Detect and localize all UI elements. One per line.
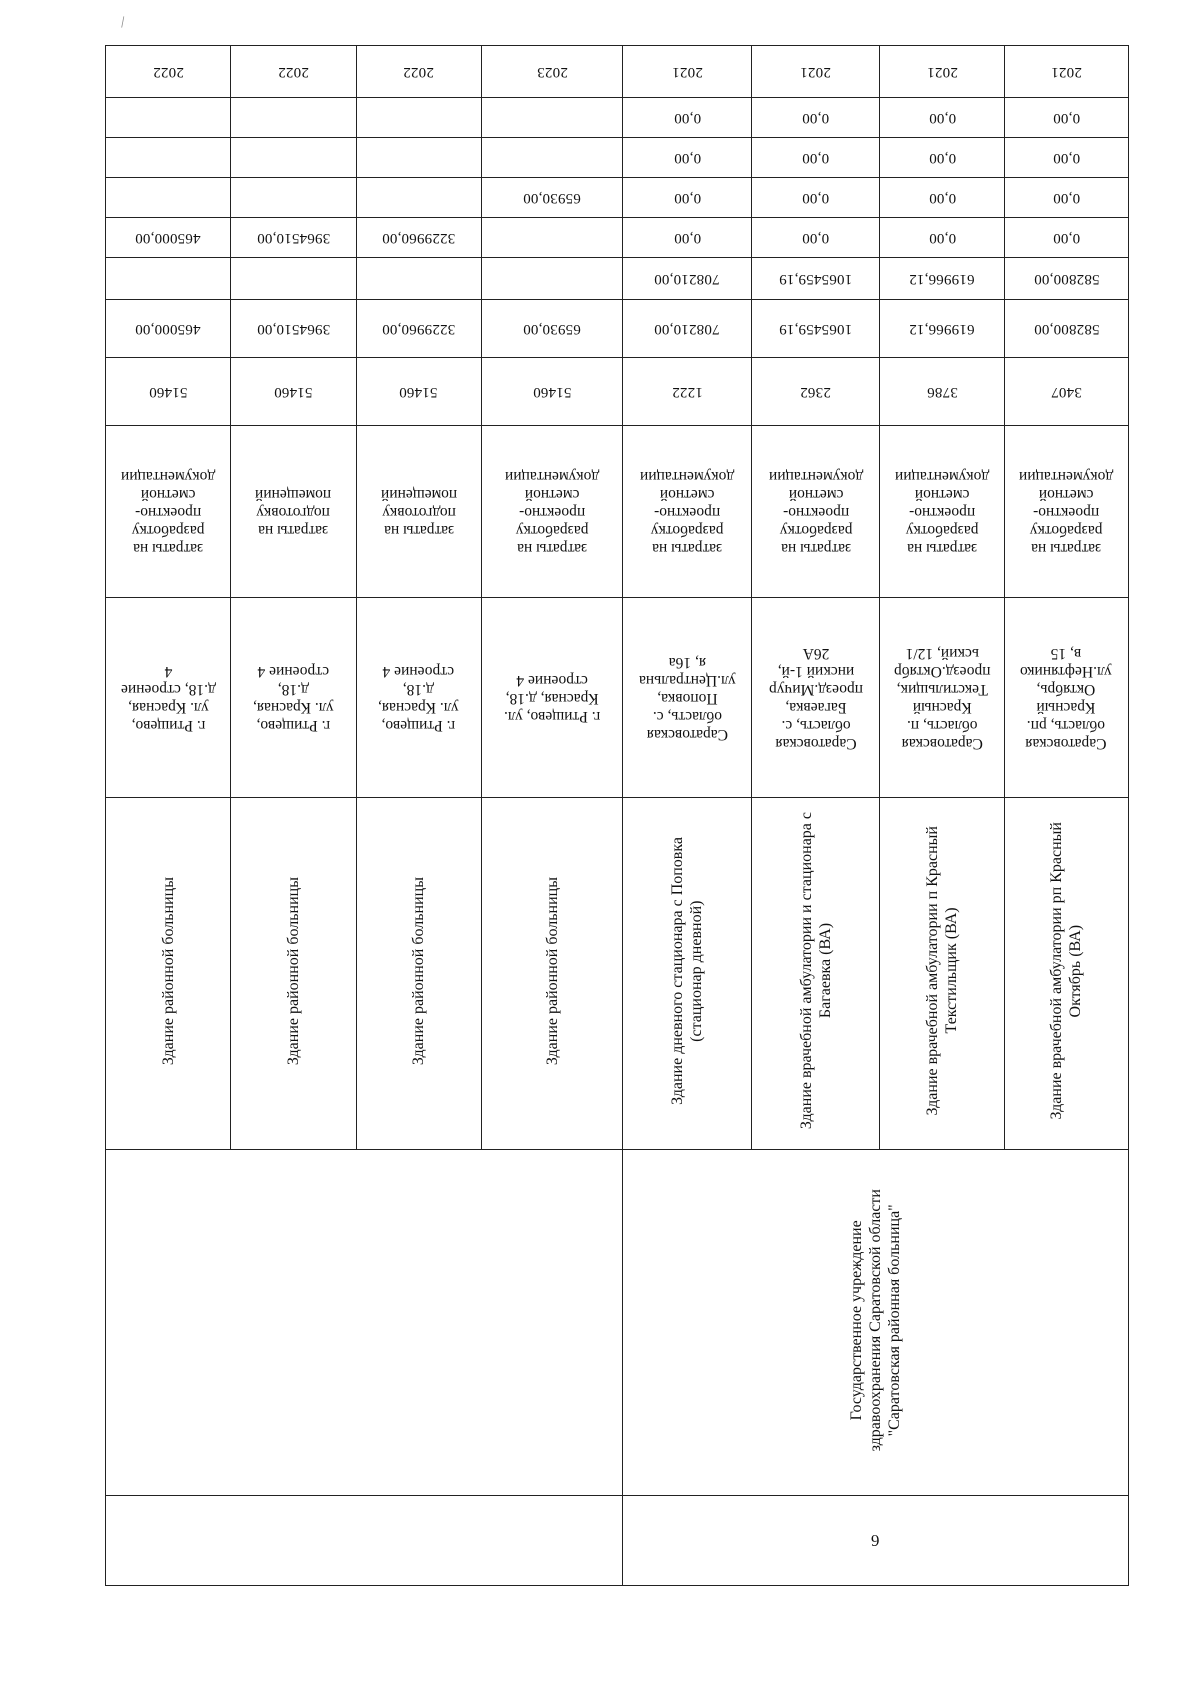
cell-area: 2362: [751, 358, 880, 426]
cell-year: 2023: [481, 46, 623, 98]
cell-object: Здание районной больницы: [481, 798, 623, 1150]
cell-value: 3229960,00: [356, 218, 481, 258]
cell-year: 2022: [106, 46, 231, 98]
cell-address: г. Ртищево, ул. Красная, д.18, строение 4: [231, 598, 356, 798]
cell-value: 0,00: [1004, 178, 1128, 218]
cell-address: Саратовская область, с. Поповка, ул.Центральна я, 16а: [623, 598, 752, 798]
cell-year: 2021: [751, 46, 880, 98]
cell-purpose: затраты на разработку проектно- сметной документации: [751, 426, 880, 598]
cell-purpose: затраты на разработку проектно- сметной документации: [481, 426, 623, 598]
cell-address: Саратовская область, с. Багаевка, проезд.Мичур инский 1-й, 26А: [751, 598, 880, 798]
institution-name: Государственное учреждение здравоохранения Саратовской области "Саратовская районная больница": [848, 1188, 904, 1452]
cell-value: 0,00: [623, 178, 752, 218]
cell-total: 465000,00: [106, 300, 231, 358]
cell-value: [481, 218, 623, 258]
cell-value: 1065459,19: [751, 258, 880, 300]
cell-total: 65930,00: [481, 300, 623, 358]
cell-value: [231, 138, 356, 178]
cell-value: [231, 98, 356, 138]
cell-area: 1222: [623, 358, 752, 426]
cell-value: 465000,00: [106, 218, 231, 258]
cell-total: 1065459,19: [751, 300, 880, 358]
cell-object: Здание врачебной амбулатории и стационара с Багаевка (ВА): [751, 798, 880, 1150]
cell-object: Здание дневного стационара с Поповка (стационар дневной): [623, 798, 752, 1150]
cell-value: [106, 178, 231, 218]
cell-value: [231, 258, 356, 300]
cell-address: Саратовская область, п. Красный Текстильщик, проезд.Октябр ьский, 12/1: [880, 598, 1004, 798]
cell-value: 0,00: [751, 218, 880, 258]
cell-area: 51460: [356, 358, 481, 426]
cell-area: 3407: [1004, 358, 1128, 426]
row-object: [106, 798, 1129, 1150]
cell-value: 0,00: [751, 98, 880, 138]
cell-value: [106, 258, 231, 300]
cell-object: Здание районной больницы: [231, 798, 356, 1150]
cell-empty: [106, 1150, 623, 1496]
cell-value: 65930,00: [481, 178, 623, 218]
cell-value: 3964510,00: [231, 218, 356, 258]
cell-value: 0,00: [880, 218, 1004, 258]
row-year: [106, 46, 1129, 98]
cell-purpose: затраты на разработку проектно- сметной документации: [880, 426, 1004, 598]
row-value-4: [106, 218, 1129, 258]
cell-total: 3229960,00: [356, 300, 481, 358]
cell-year: 2021: [880, 46, 1004, 98]
cell-area: 51460: [106, 358, 231, 426]
cell-value: 0,00: [880, 178, 1004, 218]
cell-object: Здание врачебной амбулатории п Красный Текстильщик (ВА): [880, 798, 1004, 1150]
cell-value: 708210,00: [623, 258, 752, 300]
row-institution: [106, 1150, 1129, 1496]
row-total: [106, 300, 1129, 358]
cell-total: 582800,00: [1004, 300, 1128, 358]
page-number: 6: [871, 1531, 880, 1550]
cell-empty: [106, 1496, 623, 1586]
row-value-3: [106, 178, 1129, 218]
cell-object: Здание районной больницы: [356, 798, 481, 1150]
cell-year: 2022: [231, 46, 356, 98]
cell-value: [356, 258, 481, 300]
cell-year: 2021: [623, 46, 752, 98]
row-value-2: [106, 138, 1129, 178]
cell-address: г. Ртищево, ул. Красная, д.18, строение 4: [481, 598, 623, 798]
cell-total: 619966,12: [880, 300, 1004, 358]
cell-value: [356, 138, 481, 178]
cell-value: [481, 98, 623, 138]
row-page: [106, 1496, 1129, 1586]
cell-total: 708210,00: [623, 300, 752, 358]
cell-value: [231, 178, 356, 218]
cell-area: 51460: [481, 358, 623, 426]
cell-object: Здание врачебной амбулатории рп Красный Октябрь (ВА): [1004, 798, 1128, 1150]
cell-year: 2021: [1004, 46, 1128, 98]
row-purpose: [106, 426, 1129, 598]
cell-institution: [623, 1150, 1129, 1496]
cell-value: 582800,00: [1004, 258, 1128, 300]
row-address: [106, 598, 1129, 798]
cell-value: [356, 178, 481, 218]
cell-value: 0,00: [1004, 218, 1128, 258]
cell-value: 619966,12: [880, 258, 1004, 300]
cell-total: 3964510,00: [231, 300, 356, 358]
cell-value: [481, 258, 623, 300]
cell-purpose: затраты на разработку проектно- сметной документации: [106, 426, 231, 598]
row-value-1: [106, 98, 1129, 138]
cell-value: 0,00: [1004, 98, 1128, 138]
cell-value: 0,00: [880, 138, 1004, 178]
cell-value: 0,00: [623, 218, 752, 258]
cell-area: 3786: [880, 358, 1004, 426]
cell-address: г. Ртищево, ул. Красная, д.18, строение 4: [356, 598, 481, 798]
cell-purpose: затраты на разработку проектно- сметной документации: [1004, 426, 1128, 598]
cell-value: 0,00: [751, 178, 880, 218]
cell-address: г. Ртищево, ул. Красная, д.18, строение 4: [106, 598, 231, 798]
cell-value: 0,00: [751, 138, 880, 178]
cell-purpose: затраты на разработку проектно- сметной документации: [623, 426, 752, 598]
cell-value: [356, 98, 481, 138]
cell-value: [481, 138, 623, 178]
scan-artifact: \: [116, 14, 129, 32]
document-table: [105, 45, 1129, 1586]
cell-value: 0,00: [623, 98, 752, 138]
row-area: [106, 358, 1129, 426]
cell-value: [106, 138, 231, 178]
cell-year: 2022: [356, 46, 481, 98]
cell-area: 51460: [231, 358, 356, 426]
cell-value: 0,00: [1004, 138, 1128, 178]
cell-value: 0,00: [880, 98, 1004, 138]
row-value-5: [106, 258, 1129, 300]
cell-object: Здание районной больницы: [106, 798, 231, 1150]
cell-purpose: затраты на подготовку помещений: [231, 426, 356, 598]
cell-page-number: [623, 1496, 1129, 1586]
cell-purpose: затраты на подготовку помещений: [356, 426, 481, 598]
cell-address: Саратовская область, рп. Красный Октябрь, ул.Нефтянико в, 15: [1004, 598, 1128, 798]
cell-value: [106, 98, 231, 138]
cell-value: 0,00: [623, 138, 752, 178]
